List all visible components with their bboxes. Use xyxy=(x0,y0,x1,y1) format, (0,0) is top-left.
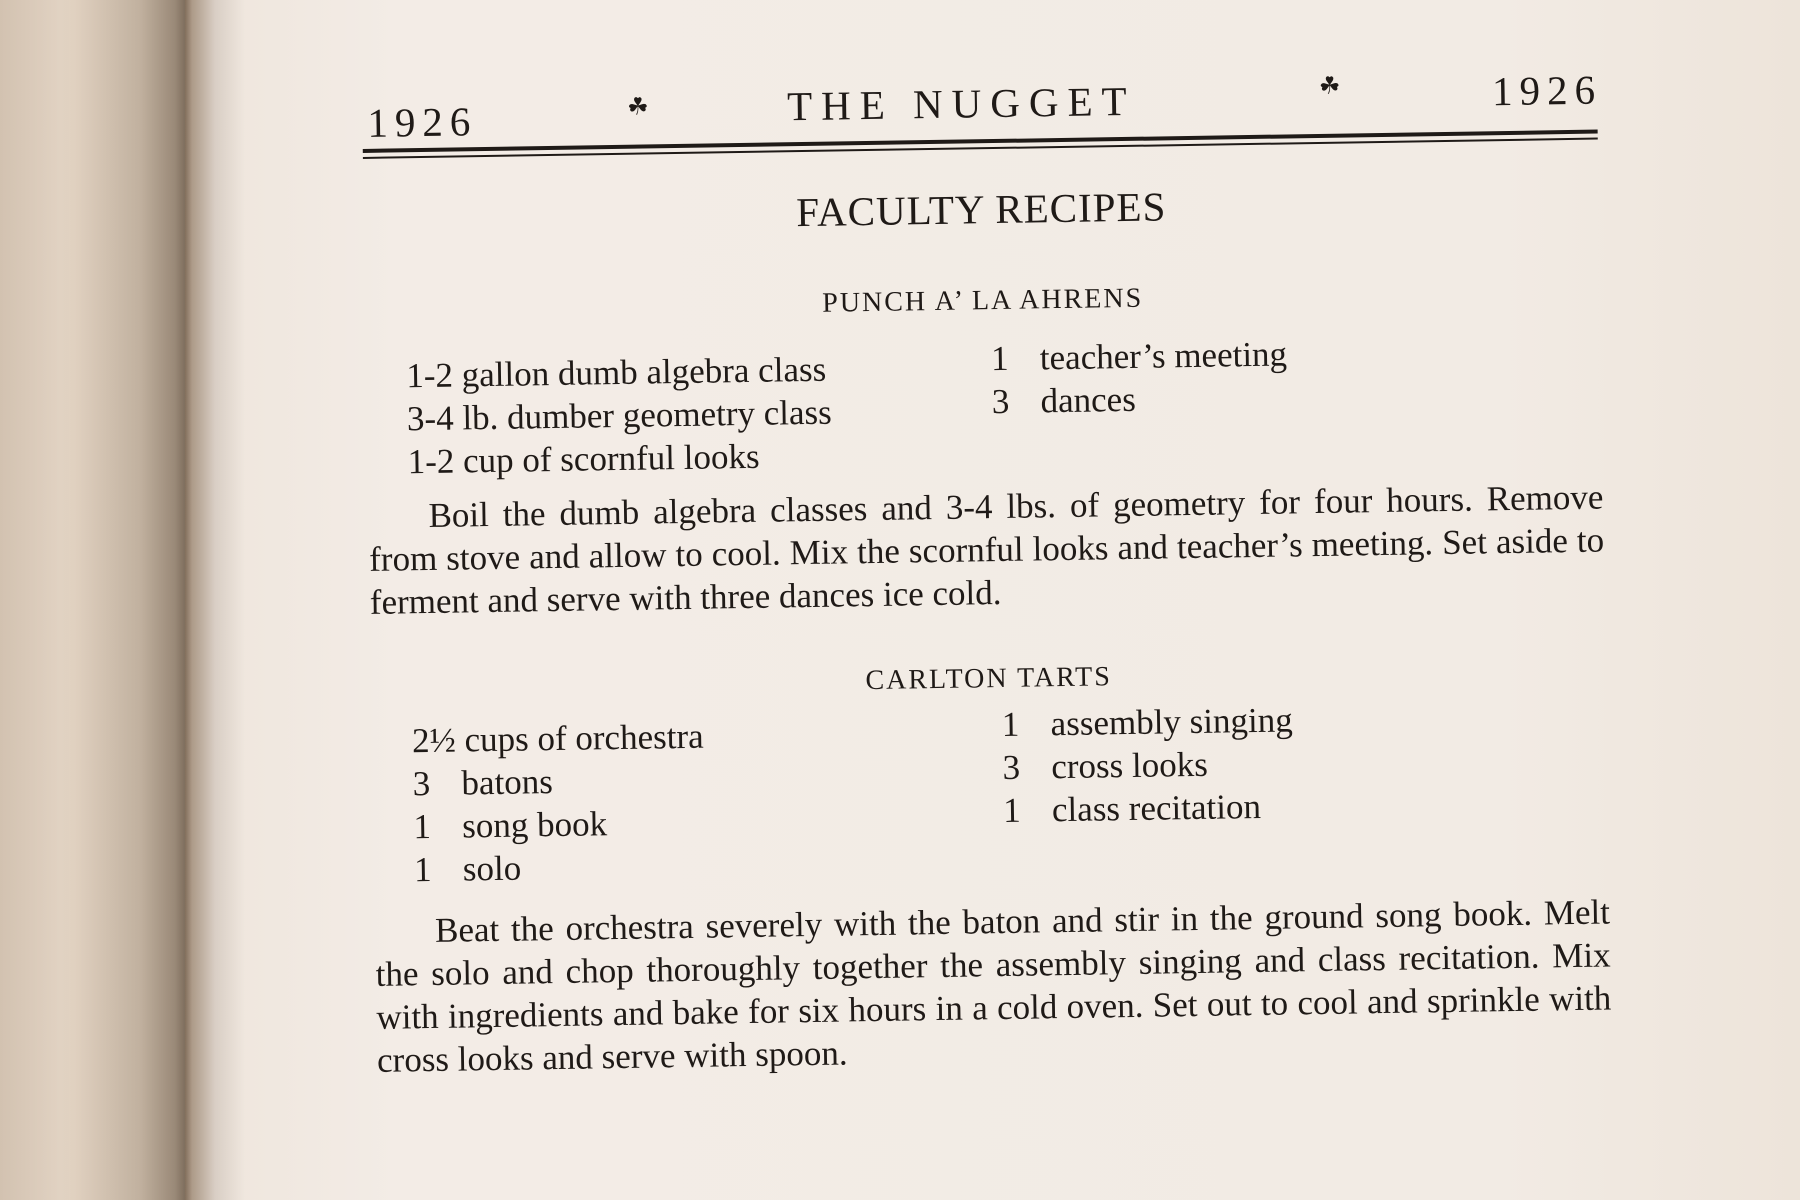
ingredient-row xyxy=(991,332,1288,380)
ingredient-row xyxy=(413,801,705,849)
ingredient-row xyxy=(407,391,832,441)
clover-ornament-icon: ☘ xyxy=(626,94,649,121)
ingredient-list-right xyxy=(1002,698,1295,832)
recipe-directions: Beat the orchestra severely with the baton and stir in the ground song book. Melt the solo and chop thoroughly together the assembly singing and class recitation. Mix with ingredients and bake for six hours in a cold oven. Set out to cool and sprinkle with cross looks and serve with spoon. xyxy=(375,892,1612,1080)
clover-ornament-icon: ☘ xyxy=(1318,73,1341,100)
ingredient-item: cross looks xyxy=(1050,744,1209,787)
ingredient-qty: 1-2 xyxy=(407,441,455,482)
ingredient-item: class recitation xyxy=(1051,786,1262,830)
ingredient-item: gallon dumb algebra class xyxy=(461,349,827,395)
ingredient-item: cup of scornful looks xyxy=(462,436,760,481)
right-page xyxy=(361,45,1638,1165)
recipe-directions: Boil the dumb algebra classes and 3-4 lbs. of geometry for four hours. Remove from stove and allow to cool. Mix the scornful looks and teacher’s meeting. Set aside to ferment and serve with three dances ice cold. xyxy=(368,477,1605,622)
header-year-left: 1926 xyxy=(366,98,478,146)
ingredient-qty: 1 xyxy=(413,849,432,890)
ingredient-item: solo xyxy=(462,848,522,889)
recipe-title: PUNCH A’ LA AHRENS xyxy=(821,282,1144,319)
ingredient-qty: 3-4 xyxy=(406,398,454,439)
ingredient-row xyxy=(406,348,831,398)
ingredient-item: assembly singing xyxy=(1050,700,1293,744)
ingredient-list-left xyxy=(406,348,833,484)
recipe-title: CARLTON TARTS xyxy=(865,661,1113,697)
ingredient-qty: 1 xyxy=(413,806,432,847)
ingredient-row xyxy=(1002,741,1293,789)
ingredient-row xyxy=(412,758,704,806)
header-year-right: 1926 xyxy=(1491,66,1603,115)
ingredient-qty: 3 xyxy=(1002,747,1021,787)
ingredient-qty: 1 xyxy=(1002,790,1022,830)
ingredient-row xyxy=(412,715,704,763)
ingredient-row xyxy=(1002,698,1293,746)
ingredient-row xyxy=(407,434,832,484)
ingredient-item: cups of orchestra xyxy=(464,716,704,760)
ingredient-qty: 2½ xyxy=(411,720,457,761)
ingredient-row xyxy=(1003,784,1294,832)
left-page-edge xyxy=(0,0,185,1200)
ingredient-qty: 3 xyxy=(991,381,1010,422)
ingredient-item: teacher’s meeting xyxy=(1039,334,1288,378)
ingredient-row xyxy=(991,375,1288,423)
ingredient-list-right xyxy=(991,332,1288,423)
section-title: FACULTY RECIPES xyxy=(795,183,1167,236)
ingredient-qty: 1 xyxy=(990,338,1009,379)
ingredient-row xyxy=(414,844,706,892)
gutter-shadow xyxy=(185,0,245,1200)
ingredient-list-left xyxy=(412,715,706,892)
ingredient-item: batons xyxy=(461,762,554,803)
publication-title: THE NUGGET xyxy=(786,77,1136,130)
ingredient-item: lb. dumber geometry class xyxy=(462,392,833,438)
ingredient-qty: 1-2 xyxy=(406,355,454,396)
ingredient-qty: 1 xyxy=(1001,704,1020,744)
ingredient-qty: 3 xyxy=(412,763,431,804)
ingredient-item: song book xyxy=(461,804,608,846)
ingredient-item: dances xyxy=(1040,379,1137,421)
